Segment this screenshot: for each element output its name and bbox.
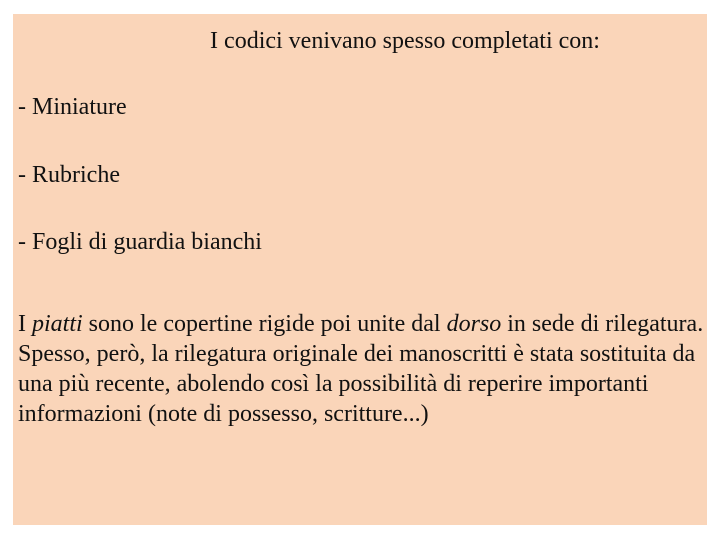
paragraph-text: I — [18, 311, 32, 337]
body-paragraph — [18, 309, 706, 429]
bullet-item-fogli-di-guardia: - Fogli di guardia bianchi — [18, 229, 262, 255]
slide — [13, 14, 707, 525]
term-dorso: dorso — [446, 311, 502, 337]
bullet-item-rubriche: - Rubriche — [18, 162, 120, 188]
paragraph-piatti — [18, 309, 706, 339]
paragraph-text: sono le copertine rigide poi unite dal — [82, 311, 447, 337]
term-piatti: piatti — [32, 311, 83, 337]
paragraph-text: in sede di rilegatura. — [501, 311, 704, 337]
slide-heading: I codici venivano spesso completati con: — [210, 28, 600, 54]
paragraph-rilegatura: Spesso, però, la rilegatura originale dei manoscritti è stata sostituita da una più recente, abolendo così la possibilità di reperire importanti informazioni (note di possesso, scritture...) — [18, 341, 696, 427]
bullet-item-miniature: - Miniature — [18, 94, 127, 120]
